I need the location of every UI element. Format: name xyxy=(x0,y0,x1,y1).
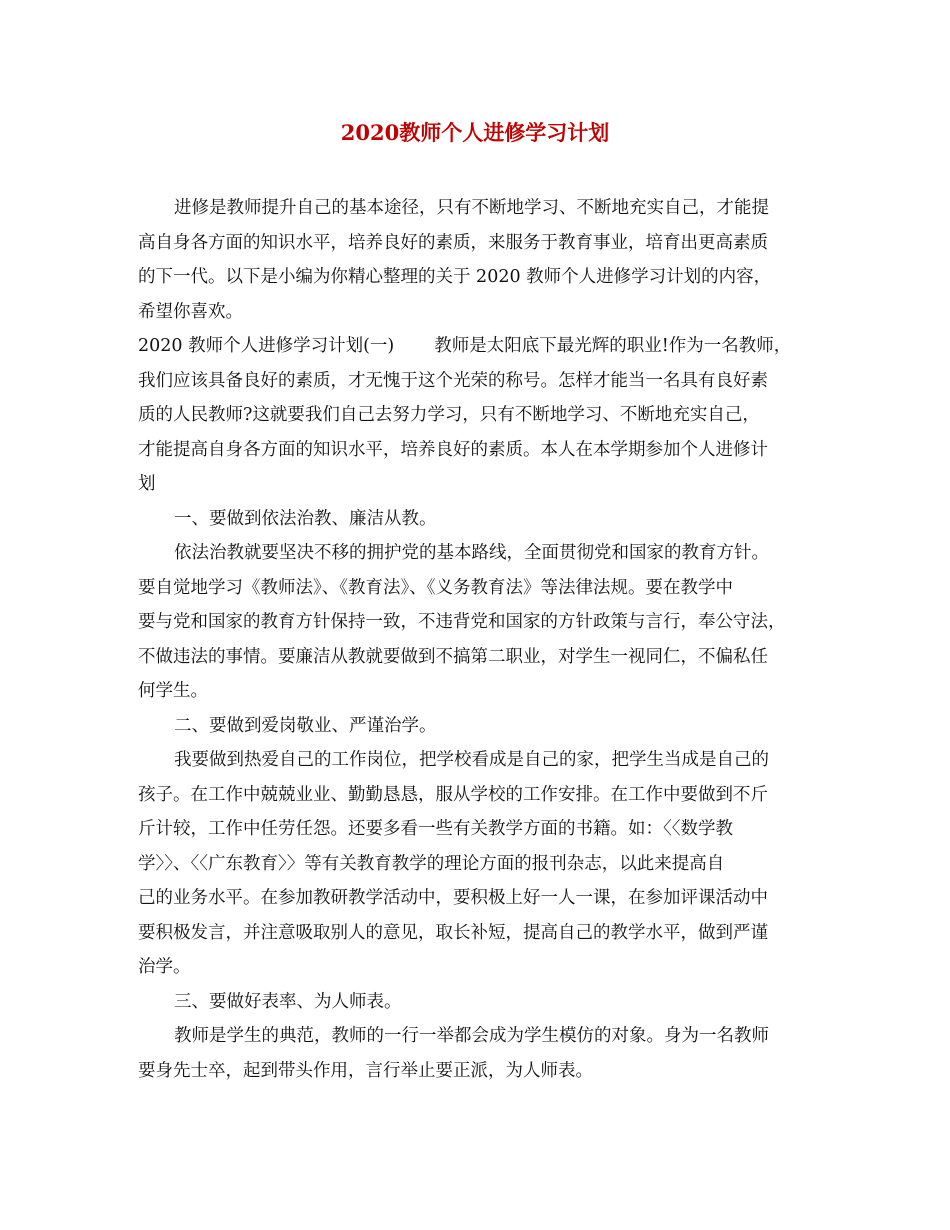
text-line: 不做违法的事情。要廉洁从教就要做到不搞第二职业，对学生一视同仁，不偏私任 xyxy=(138,646,768,667)
text-line: 质的人民教师?这就要我们自己去努力学习，只有不断地学习、不断地充实自己， xyxy=(138,405,760,425)
list-heading: 一、要做到依法治教、廉洁从教。 xyxy=(174,508,437,529)
section-line xyxy=(138,329,824,364)
text-line: 要与党和国家的教育方针保持一致，不违背党和国家的方针政策与言行，奉公守法， xyxy=(138,612,786,632)
list-heading: 三、要做好表率、为人师表。 xyxy=(174,991,402,1012)
text-line: 进修是教师提升自己的基本途径，只有不断地学习、不断地充实自己，才能提 xyxy=(174,198,769,218)
text-line: 要积极发言，并注意吸取别人的意见，取长补短，提高自己的教学水平，做到严谨 xyxy=(138,922,768,943)
text-line: 的下一代。以下是小编为你精心整理的关于 2020 教师个人进修学习计划的内容， xyxy=(138,267,772,287)
text-line: 我们应该具备良好的素质，才无愧于这个光荣的称号。怎样才能当一名具有良好素 xyxy=(138,370,768,391)
text-line: 要身先士卒，起到带头作用，言行举止要正派，为人师表。 xyxy=(138,1060,593,1081)
text-line: 己的业务水平。在参加教研教学活动中，要积极上好一人一课，在参加评课活动中 xyxy=(138,888,768,908)
text-line: 要自觉地学习《教师法》、《教育法》、《义务教育法》等法律法规。要在教学中 xyxy=(138,577,733,598)
text-line: 教师是学生的典范，教师的一行一举都会成为学生模仿的对象。身为一名教师 xyxy=(174,1026,769,1046)
text-line: 希望你喜欢。 xyxy=(138,301,243,322)
text-line: 何学生。 xyxy=(138,681,208,701)
text-line: 高自身各方面的知识水平，培养良好的素质，来服务于教育事业，培育出更高素质 xyxy=(138,232,768,253)
text-line: 我要做到热爱自己的工作岗位，把学校看成是自己的家，把学生当成是自己的 xyxy=(174,750,769,770)
document-body xyxy=(138,191,824,1088)
text-line: 斤计较，工作中任劳任怨。还要多看一些有关教学方面的书籍。如：〈〈数学教 xyxy=(138,819,733,839)
section-text: 教师是太阳底下最光辉的职业!作为一名教师， xyxy=(434,336,792,356)
document-title: 2020教师个人进修学习计划 xyxy=(340,120,610,145)
text-line: 才能提高自身各方面的知识水平，培养良好的素质。本人在本学期参加个人进修计 xyxy=(138,439,768,460)
list-heading: 二、要做到爱岗敬业、严谨治学。 xyxy=(174,715,437,736)
text-line: 治学。 xyxy=(138,957,191,977)
text-line: 划 xyxy=(138,474,156,494)
text-line: 学〉〉、〈〈广东教育〉〉等有关教育教学的理论方面的报刊杂志，以此来提高自 xyxy=(138,853,725,874)
section-heading-1: 2020 教师个人进修学习计划(一) xyxy=(138,336,395,356)
text-line: 依法治教就要坚决不移的拥护党的基本路线，全面贯彻党和国家的教育方针。 xyxy=(174,543,769,563)
text-line: 孩子。在工作中兢兢业业、勤勤恳恳，服从学校的工作安排。在工作中要做到不斤 xyxy=(138,784,768,805)
